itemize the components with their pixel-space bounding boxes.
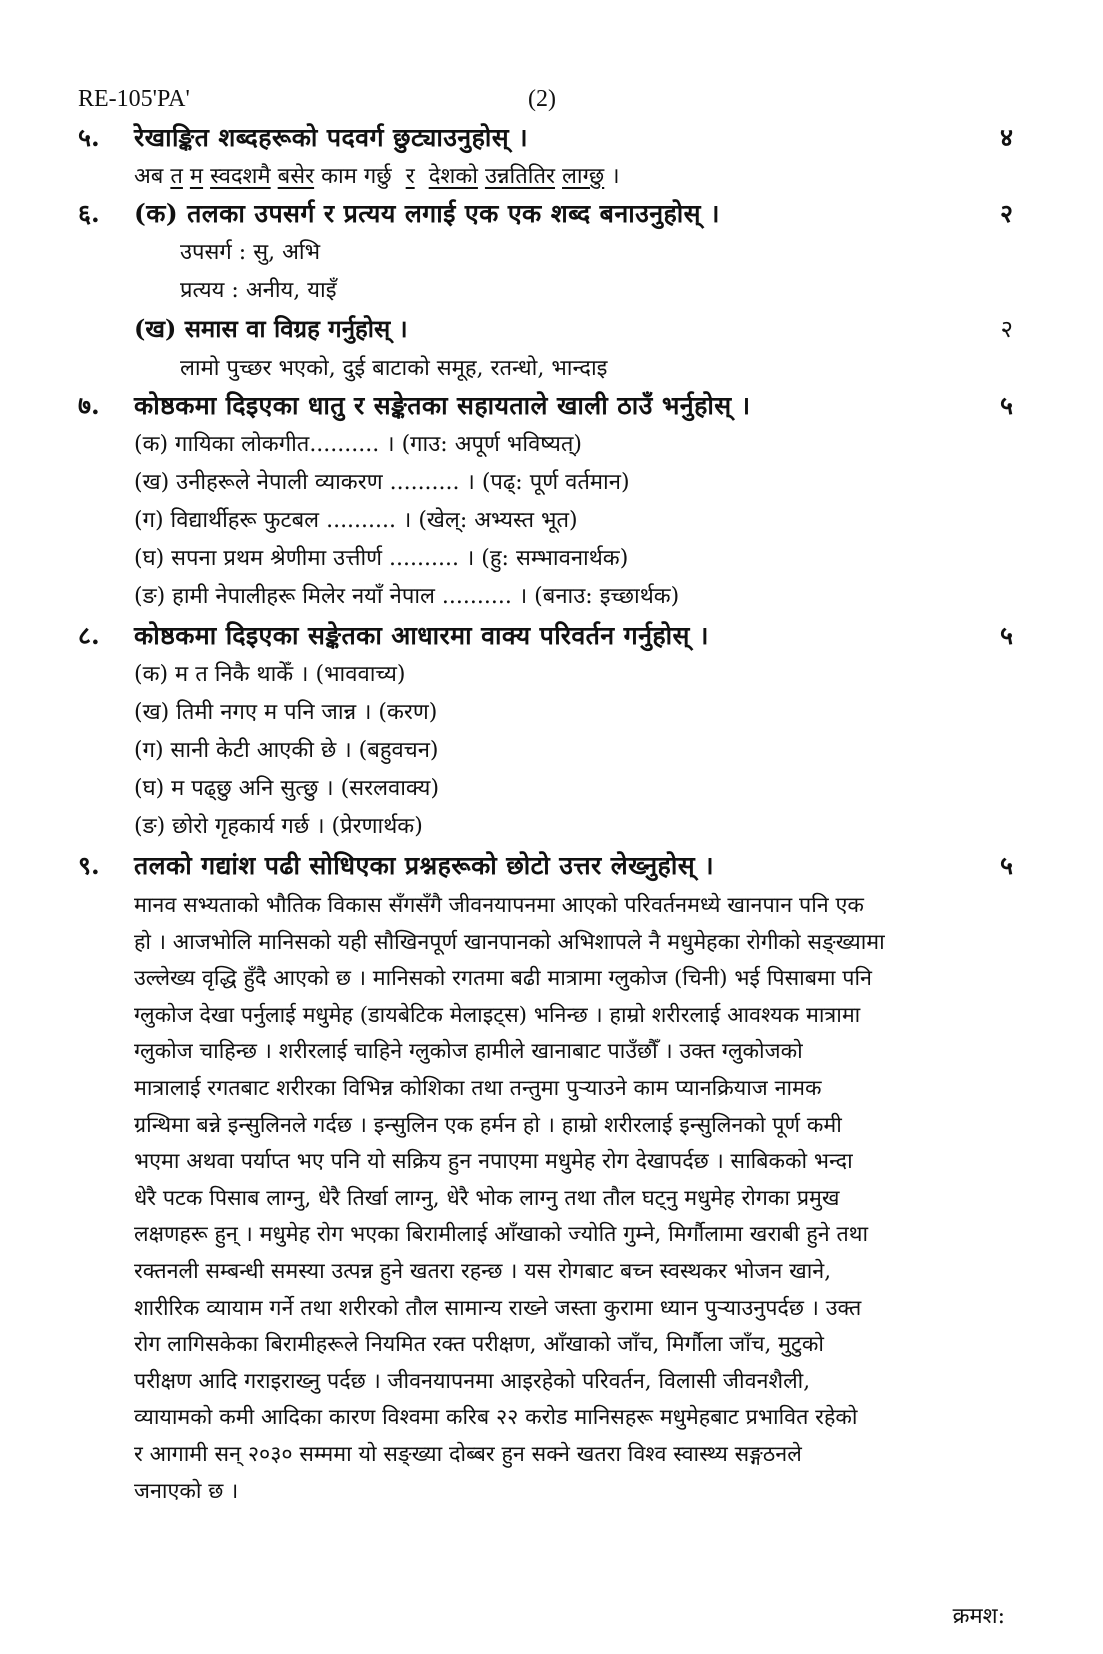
question-marks: २ [999,199,1013,228]
question-8 [78,618,1013,848]
passage-line: मात्रालाई रगतबाट शरीरका विभिन्न कोशिका तथा तन्तुमा पुऱ्याउने काम प्यानक्रियाज नामक [134,1075,822,1101]
passage-line: भएमा अथवा पर्याप्त भए पनि यो सक्रिय हुन नपाएमा मधुमेह रोग देखापर्दछ । साबिकको भन्दा [134,1149,853,1175]
word: अब [134,164,164,189]
passage-line: ग्लुकोज चाहिन्छ । शरीरलाई चाहिने ग्लुकोज हामीले खानाबाट पाउँछौँ । उक्त ग्लुकोजको [134,1039,803,1065]
underlined-word: उन्नतितिर [484,164,556,189]
question-title: कोष्ठकमा दिइएका सङ्केतका आधारमा वाक्य परिवर्तन गर्नुहोस् । [134,621,709,650]
word: गर्छु [363,164,392,189]
list-item: (घ) सपना प्रथम श्रेणीमा उत्तीर्ण .......... । (हु: सम्भावनार्थक) [134,546,629,571]
passage-line: रोग लागिसकेका बिरामीहरूले नियमित रक्त परीक्षण, आँखाको जाँच, मिर्गौला जाँच, मुटुको [134,1332,824,1358]
page-number: (2) [528,86,556,112]
underlined-word: लाग्छु [562,164,605,189]
passage-line: ग्लुकोज देखा पर्नुलाई मधुमेह (डायबेटिक मेलाइट्स) भनिन्छ । हाम्रो शरीरलाई आवश्यक मात्रामा [134,1002,861,1028]
passage-line: धेरै पटक पिसाब लाग्नु, धेरै तिर्खा लाग्नु, धेरै भोक लाग्नु तथा तौल घट्नु मधुमेह रोगका प्रमुख [134,1185,840,1211]
question-5 [78,120,1013,198]
passage-line: परीक्षण आदि गराइराख्नु पर्दछ । जीवनयापनमा आइरहेको परिवर्तन, विलासी जीवनशैली, [134,1368,811,1394]
continued-note: क्रमश: [952,1604,1005,1629]
question-marks: ४ [999,123,1013,152]
passage-line: रक्तनली सम्बन्धी समस्या उत्पन्न हुने खतरा रहन्छ । यस रोगबाट बच्न स्वस्थकर भोजन खाने, [134,1258,832,1284]
passage-line: व्यायामको कमी आदिका कारण विश्वमा करिब २२ करोड मानिसहरू मधुमेहबाट प्रभावित रहेको [134,1405,858,1431]
question-6 [78,196,1013,390]
question-marks: ५ [999,391,1013,420]
list-item: (ङ) छोरो गृहकार्य गर्छ । (प्रेरणार्थक) [134,814,423,839]
passage-line: जनाएको छ । [134,1478,239,1504]
list-item: (घ) म पढ्छु अनि सुत्छु । (सरलवाक्य) [134,776,440,801]
paper-code: RE-105'PA' [78,86,190,112]
question-number: ८. [78,621,100,650]
list-item: (ग) सानी केटी आएकी छे । (बहुवचन) [134,738,439,763]
q6-subquestion-b [78,312,1013,352]
question-title: (क) तलका उपसर्ग र प्रत्यय लगाई एक एक शब्द बनाउनुहोस् । [134,199,720,228]
q5-sentence [78,160,1013,198]
list-item: (ख) तिमी नगए म पनि जान्न । (करण) [134,700,438,725]
passage-line: हो । आजभोलि मानिसको यही सौखिनपूर्ण खानपानको अभिशापले नै मधुमेहका रोगीको सङ्ख्यामा [134,929,885,955]
q6-prefix-line: उपसर्ग : सु, अभि [180,240,321,265]
subquestion-title: (ख) समास वा विग्रह गर्नुहोस् । [134,314,408,343]
underlined-word: स्वदशमै [210,164,271,189]
passage-line: ग्रन्थिमा बन्ने इन्सुलिनले गर्दछ । इन्सुलिन एक हर्मन हो । हाम्रो शरीरलाई इन्सुलिनको पूर्ण कमी [134,1112,842,1138]
passage-line: शारीरिक व्यायाम गर्ने तथा शरीरको तौल सामान्य राख्ने जस्ता कुरामा ध्यान पुऱ्याउनुपर्दछ । उक्त [134,1295,862,1321]
word: । [611,164,620,189]
list-item: (ङ) हामी नेपालीहरू मिलेर नयाँ नेपाल .......... । (बनाउ: इच्छार्थक) [134,584,680,609]
question-number: ९. [78,851,100,880]
question-number: ६. [78,199,100,228]
question-number: ७. [78,391,100,420]
list-item: (ख) उनीहरूले नेपाली व्याकरण .......... । (पढ्: पूर्ण वर्तमान) [134,470,630,495]
underlined-word: बसेर [277,164,315,189]
list-item: (क) गायिका लोकगीत.......... । (गाउ: अपूर्ण भविष्यत्) [134,432,582,457]
underlined-word: देशको [428,164,478,189]
underlined-word: र [405,164,415,189]
underlined-word: त [170,164,183,189]
question-marks: ५ [999,851,1013,880]
underlined-word: म [189,164,204,189]
question-marks: ५ [999,621,1013,650]
list-item: (ग) विद्यार्थीहरू फुटबल .......... । (खेल्: अभ्यस्त भूत) [134,508,578,533]
passage-line: र आगामी सन् २०३० सम्ममा यो सङ्ख्या दोब्बर हुन सक्ने खतरा विश्व स्वास्थ्य सङ्गठनले [134,1441,802,1467]
question-title: कोष्ठकमा दिइएका धातु र सङ्केतका सहायताले खाली ठाउँ भर्नुहोस् । [134,391,751,420]
passage-line: लक्षणहरू हुन् । मधुमेह रोग भएका बिरामीलाई आँखाको ज्योति गुम्ने, मिर्गौलामा खराबी हुने तथा [134,1222,869,1248]
question-title: रेखाङ्कित शब्दहरूको पदवर्ग छुट्याउनुहोस् । [134,123,529,152]
page-header [78,86,1025,120]
list-item: (क) म त निकै थाकेँ । (भाववाच्य) [134,662,406,687]
question-title: तलको गद्यांश पढी सोधिएका प्रश्नहरूको छोटो उत्तर लेख्नुहोस् । [134,851,714,880]
passage-line: मानव सभ्यताको भौतिक विकास सँगसँगै जीवनयापनमा आएको परिवर्तनमध्ये खानपान पनि एक [134,893,864,918]
q6-compound-line: लामो पुच्छर भएको, दुई बाटाको समूह, रतन्धो, भान्दाइ [180,356,608,381]
question-number: ५. [78,123,100,152]
word: काम [321,164,357,189]
passage-line: उल्लेख्य वृद्धि हुँदै आएको छ । मानिसको रगतमा बढी मात्रामा ग्लुकोज (चिनी) भई पिसाबमा पनि [134,966,872,992]
question-7 [78,388,1013,618]
q6-suffix-line: प्रत्यय : अनीय, याइँ [180,278,337,303]
subquestion-marks: २ [1000,315,1013,343]
question-9 [78,848,1013,888]
reading-passage [134,888,1005,1510]
